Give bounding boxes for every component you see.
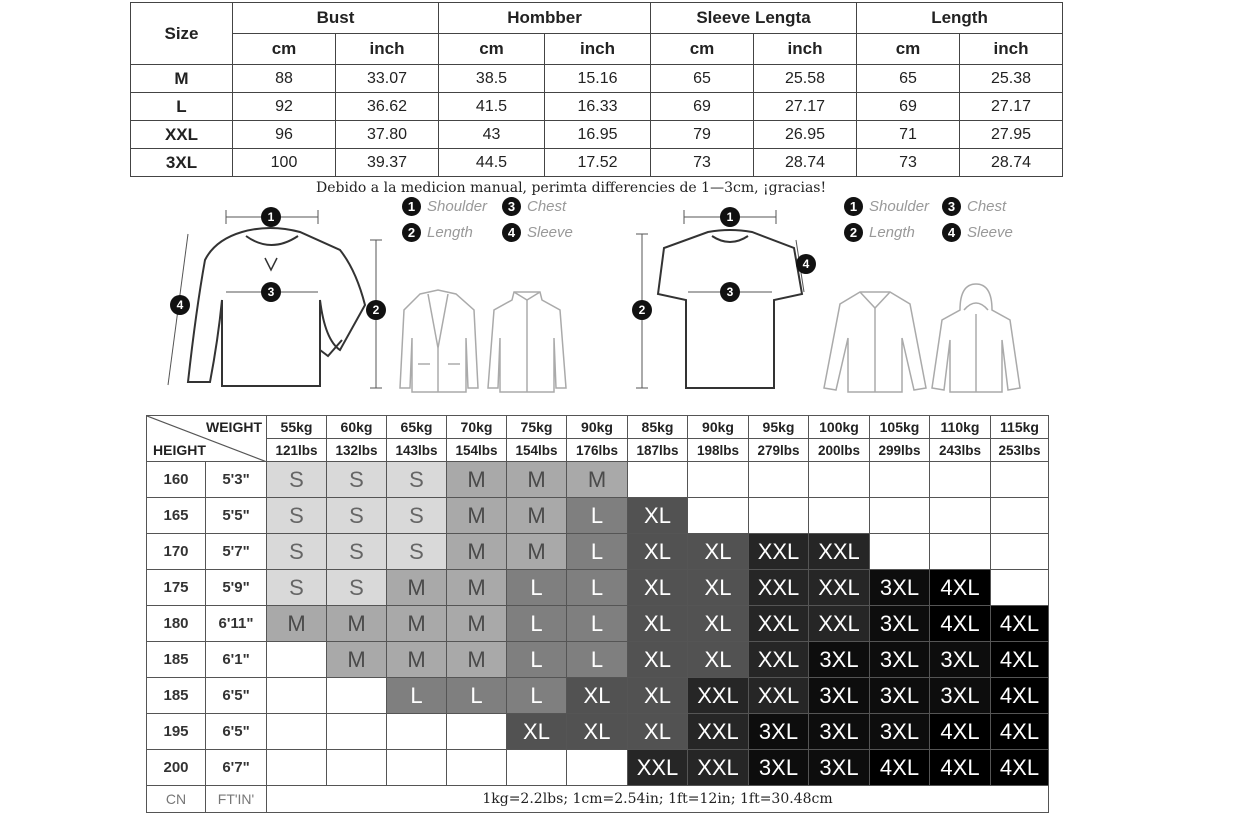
size-cell: XXL [688, 678, 749, 714]
size-cell [991, 570, 1049, 606]
size-cell: 3XL [870, 714, 930, 750]
size-cell: XL [628, 570, 688, 606]
number-one-icon: 1 [402, 197, 421, 216]
size-cell [870, 462, 930, 498]
weight-kg-header: 65kg [387, 416, 447, 439]
size-cell: XXL [688, 714, 749, 750]
size-cell [447, 750, 507, 786]
size-cell: 3XL [809, 642, 870, 678]
legend-sleeve: Sleeve [527, 224, 573, 241]
measurement-cell: 92 [233, 93, 336, 121]
measurement-cell: 26.95 [754, 121, 857, 149]
weight-lbs-header: 198lbs [688, 439, 749, 462]
measurement-cell: 37.80 [336, 121, 439, 149]
size-cell: M [447, 642, 507, 678]
size-cell: S [387, 498, 447, 534]
size-cell: 4XL [991, 642, 1049, 678]
measurement-cell: 38.5 [439, 65, 545, 93]
svg-text:4: 4 [176, 298, 184, 312]
number-two-icon: 2 [402, 223, 421, 242]
size-cell [507, 750, 567, 786]
size-cell: L [567, 534, 628, 570]
height-ft: 6'1" [206, 642, 267, 678]
measurement-cell: 71 [857, 121, 960, 149]
number-one-icon: 1 [844, 197, 863, 216]
unit-header: inch [336, 34, 439, 65]
legend-shoulder: Shoulder [869, 198, 930, 215]
size-cell: L [447, 678, 507, 714]
size-cell: 4XL [930, 606, 991, 642]
measurement-cell: 27.17 [754, 93, 857, 121]
size-cell: S [387, 462, 447, 498]
height-cm: 200 [147, 750, 206, 786]
number-badges [170, 207, 386, 320]
size-cell: XXL [628, 750, 688, 786]
size-cell: L [507, 570, 567, 606]
unit-header: cm [651, 34, 754, 65]
size-cell [267, 750, 327, 786]
svg-text:2: 2 [638, 303, 646, 317]
table-row [147, 570, 1049, 606]
measurement-cell: 28.74 [754, 149, 857, 177]
size-cell: 3XL [809, 678, 870, 714]
size-cell [628, 462, 688, 498]
height-cm: 185 [147, 642, 206, 678]
size-cell: M [447, 570, 507, 606]
size-cell: 3XL [809, 750, 870, 786]
size-cell: M [447, 462, 507, 498]
measurement-cell: 96 [233, 121, 336, 149]
size-cell: XL [628, 534, 688, 570]
weight-lbs-header: 200lbs [809, 439, 870, 462]
shirt-sketch [820, 288, 930, 394]
size-cell: S [267, 570, 327, 606]
weight-lbs-header: 154lbs [507, 439, 567, 462]
size-cell [991, 498, 1049, 534]
cn-label: CN [147, 786, 206, 813]
measurement-cell: 44.5 [439, 149, 545, 177]
measurement-cell: 79 [651, 121, 754, 149]
sleeve-header: Sleeve Lengta [651, 3, 857, 34]
size-cell: S [327, 570, 387, 606]
size-cell [749, 498, 809, 534]
height-cm: 180 [147, 606, 206, 642]
weight-kg-header: 105kg [870, 416, 930, 439]
weight-lbs-header: 243lbs [930, 439, 991, 462]
size-cell: 4XL [930, 750, 991, 786]
size-cell: 3XL [930, 642, 991, 678]
size-cell: L [507, 678, 567, 714]
size-cell [870, 534, 930, 570]
size-cell: XL [628, 498, 688, 534]
size-cell: 4XL [991, 678, 1049, 714]
size-cell: XXL [749, 678, 809, 714]
size-cell [930, 498, 991, 534]
size-label: 3XL [131, 149, 233, 177]
size-cell: L [567, 570, 628, 606]
size-cell [567, 750, 628, 786]
size-cell: S [327, 462, 387, 498]
size-cell [327, 714, 387, 750]
measurement-cell: 73 [651, 149, 754, 177]
size-cell: L [567, 642, 628, 678]
size-cell: S [267, 534, 327, 570]
size-cell: 3XL [749, 714, 809, 750]
size-cell: M [267, 606, 327, 642]
size-cell: M [507, 498, 567, 534]
weight-lbs-header: 143lbs [387, 439, 447, 462]
height-ft: 6'7" [206, 750, 267, 786]
table-row [131, 149, 1063, 177]
size-cell: S [327, 534, 387, 570]
size-cell: XL [567, 678, 628, 714]
size-measurement-table [130, 2, 1063, 177]
tshirt-diagram [626, 200, 826, 400]
size-cell: XL [688, 606, 749, 642]
measurement-cell: 33.07 [336, 65, 439, 93]
size-header: Size [131, 3, 233, 65]
number-four-icon: 4 [942, 223, 961, 242]
table-row [147, 642, 1049, 678]
size-cell: S [387, 534, 447, 570]
size-cell [809, 462, 870, 498]
measurement-cell: 39.37 [336, 149, 439, 177]
size-cell [327, 750, 387, 786]
ftin-label: FT'IN' [206, 786, 267, 813]
measurement-cell: 15.16 [545, 65, 651, 93]
height-ft: 5'7" [206, 534, 267, 570]
size-cell: 3XL [870, 606, 930, 642]
size-cell: M [327, 642, 387, 678]
weight-lbs-header: 176lbs [567, 439, 628, 462]
unit-header: cm [233, 34, 336, 65]
measurement-note: Debido a la medicion manual, perimta differencies de 1—3cm, ¡gracias! [316, 180, 827, 196]
size-cell: XL [628, 714, 688, 750]
jacket-sketch [486, 288, 568, 394]
unit-header: inch [960, 34, 1063, 65]
size-cell: XL [628, 642, 688, 678]
weight-lbs-header: 253lbs [991, 439, 1049, 462]
size-cell: S [327, 498, 387, 534]
weight-lbs-header: 121lbs [267, 439, 327, 462]
table-row [131, 65, 1063, 93]
height-cm: 160 [147, 462, 206, 498]
size-cell [809, 498, 870, 534]
hoodie-sketch [930, 280, 1022, 394]
measurement-cell: 65 [651, 65, 754, 93]
height-ft: 6'5" [206, 714, 267, 750]
table-corner-header [147, 416, 267, 462]
size-cell: 3XL [870, 678, 930, 714]
measurement-cell: 43 [439, 121, 545, 149]
height-ft: 6'5" [206, 678, 267, 714]
size-cell: XXL [809, 534, 870, 570]
size-cell: M [387, 570, 447, 606]
size-cell [930, 462, 991, 498]
size-label: L [131, 93, 233, 121]
weight-kg-header: 110kg [930, 416, 991, 439]
weight-kg-header: 60kg [327, 416, 387, 439]
height-weight-size-table [146, 415, 1049, 813]
size-cell: M [327, 606, 387, 642]
table-row [147, 606, 1049, 642]
weight-label: WEIGHT [206, 419, 262, 435]
size-cell: 3XL [870, 570, 930, 606]
size-cell [327, 678, 387, 714]
size-cell [447, 714, 507, 750]
size-cell: XL [628, 606, 688, 642]
height-cm: 175 [147, 570, 206, 606]
measurement-cell: 65 [857, 65, 960, 93]
unit-header: cm [857, 34, 960, 65]
size-cell: XXL [688, 750, 749, 786]
weight-kg-header: 100kg [809, 416, 870, 439]
measurement-cell: 36.62 [336, 93, 439, 121]
size-cell: M [507, 534, 567, 570]
measurement-cell: 25.58 [754, 65, 857, 93]
weight-kg-header: 95kg [749, 416, 809, 439]
weight-lbs-header: 187lbs [628, 439, 688, 462]
weight-lbs-header: 279lbs [749, 439, 809, 462]
height-label: HEIGHT [153, 442, 206, 458]
table-row [147, 678, 1049, 714]
unit-header: cm [439, 34, 545, 65]
svg-text:2: 2 [372, 303, 380, 317]
number-three-icon: 3 [942, 197, 961, 216]
weight-kg-header: 85kg [628, 416, 688, 439]
size-cell: M [507, 462, 567, 498]
number-four-icon: 4 [502, 223, 521, 242]
length-header: Length [857, 3, 1063, 34]
size-cell: XXL [809, 606, 870, 642]
size-cell: XL [688, 570, 749, 606]
measurement-cell: 69 [651, 93, 754, 121]
measurement-cell: 73 [857, 149, 960, 177]
svg-text:4: 4 [802, 257, 810, 271]
size-cell: M [567, 462, 628, 498]
size-cell [688, 498, 749, 534]
size-cell: XXL [749, 534, 809, 570]
size-cell: M [447, 534, 507, 570]
measurement-cell: 69 [857, 93, 960, 121]
measurement-cell: 16.95 [545, 121, 651, 149]
table-row [131, 121, 1063, 149]
size-cell: XL [628, 678, 688, 714]
size-cell: XL [688, 534, 749, 570]
size-cell [749, 462, 809, 498]
size-cell: 3XL [749, 750, 809, 786]
legend-length: Length [427, 224, 473, 241]
conversion-note: 1kg=2.2lbs; 1cm=2.54in; 1ft=12in; 1ft=30.48cm [267, 786, 1049, 813]
size-cell: XL [567, 714, 628, 750]
size-cell: 4XL [991, 606, 1049, 642]
number-two-icon: 2 [844, 223, 863, 242]
table-row [147, 714, 1049, 750]
size-cell: M [447, 606, 507, 642]
size-cell [991, 534, 1049, 570]
weight-lbs-header: 154lbs [447, 439, 507, 462]
size-cell: XL [507, 714, 567, 750]
size-cell: M [447, 498, 507, 534]
size-cell: M [387, 606, 447, 642]
size-cell: 3XL [930, 678, 991, 714]
number-three-icon: 3 [502, 197, 521, 216]
size-label: XXL [131, 121, 233, 149]
shoulder-header: Hombber [439, 3, 651, 34]
weight-kg-header: 90kg [567, 416, 628, 439]
size-cell: M [387, 642, 447, 678]
size-label: M [131, 65, 233, 93]
size-cell: L [387, 678, 447, 714]
weight-kg-header: 90kg [688, 416, 749, 439]
height-ft: 6'11" [206, 606, 267, 642]
size-cell: S [267, 462, 327, 498]
legend-chest: Chest [527, 198, 567, 215]
size-cell: L [567, 498, 628, 534]
size-cell: XXL [749, 642, 809, 678]
table-row [147, 534, 1049, 570]
size-cell: L [507, 606, 567, 642]
size-cell: S [267, 498, 327, 534]
size-cell: XXL [809, 570, 870, 606]
svg-text:1: 1 [267, 210, 275, 224]
weight-kg-header: 115kg [991, 416, 1049, 439]
size-cell: XL [688, 642, 749, 678]
svg-text:1: 1 [726, 210, 734, 224]
size-cell [267, 678, 327, 714]
measurement-cell: 28.74 [960, 149, 1063, 177]
measurement-cell: 100 [233, 149, 336, 177]
measurement-cell: 17.52 [545, 149, 651, 177]
table-row [147, 498, 1049, 534]
table-row [147, 750, 1049, 786]
legend-length: Length [869, 224, 915, 241]
size-cell: L [567, 606, 628, 642]
weight-kg-header: 70kg [447, 416, 507, 439]
legend-shoulder: Shoulder [427, 198, 488, 215]
size-cell [267, 714, 327, 750]
sweatshirt-diagram [160, 200, 390, 400]
size-cell: 4XL [870, 750, 930, 786]
height-cm: 185 [147, 678, 206, 714]
weight-lbs-header: 132lbs [327, 439, 387, 462]
legend-chest: Chest [967, 198, 1007, 215]
measurement-cell: 88 [233, 65, 336, 93]
unit-header: inch [754, 34, 857, 65]
measurement-cell: 16.33 [545, 93, 651, 121]
measurement-cell: 27.95 [960, 121, 1063, 149]
height-ft: 5'3" [206, 462, 267, 498]
height-ft: 5'9" [206, 570, 267, 606]
height-ft: 5'5" [206, 498, 267, 534]
svg-text:3: 3 [267, 285, 275, 299]
size-cell [387, 714, 447, 750]
size-cell [688, 462, 749, 498]
weight-kg-header: 55kg [267, 416, 327, 439]
size-cell [267, 642, 327, 678]
bust-header: Bust [233, 3, 439, 34]
table-row [131, 93, 1063, 121]
height-cm: 195 [147, 714, 206, 750]
measurement-cell: 25.38 [960, 65, 1063, 93]
measurement-cell: 41.5 [439, 93, 545, 121]
size-cell [870, 498, 930, 534]
size-cell: XXL [749, 606, 809, 642]
height-cm: 165 [147, 498, 206, 534]
weight-kg-header: 75kg [507, 416, 567, 439]
height-cm: 170 [147, 534, 206, 570]
table-row [147, 462, 1049, 498]
legend-sleeve: Sleeve [967, 224, 1013, 241]
size-cell: 4XL [930, 714, 991, 750]
size-cell [991, 462, 1049, 498]
size-cell: XXL [749, 570, 809, 606]
blazer-sketch [398, 288, 480, 394]
size-cell [387, 750, 447, 786]
svg-text:3: 3 [726, 285, 734, 299]
size-cell: 4XL [991, 714, 1049, 750]
measurement-cell: 27.17 [960, 93, 1063, 121]
unit-header: inch [545, 34, 651, 65]
size-cell: 4XL [991, 750, 1049, 786]
size-cell: 3XL [809, 714, 870, 750]
weight-lbs-header: 299lbs [870, 439, 930, 462]
size-cell: L [507, 642, 567, 678]
size-cell: 3XL [870, 642, 930, 678]
size-cell [930, 534, 991, 570]
size-cell: 4XL [930, 570, 991, 606]
